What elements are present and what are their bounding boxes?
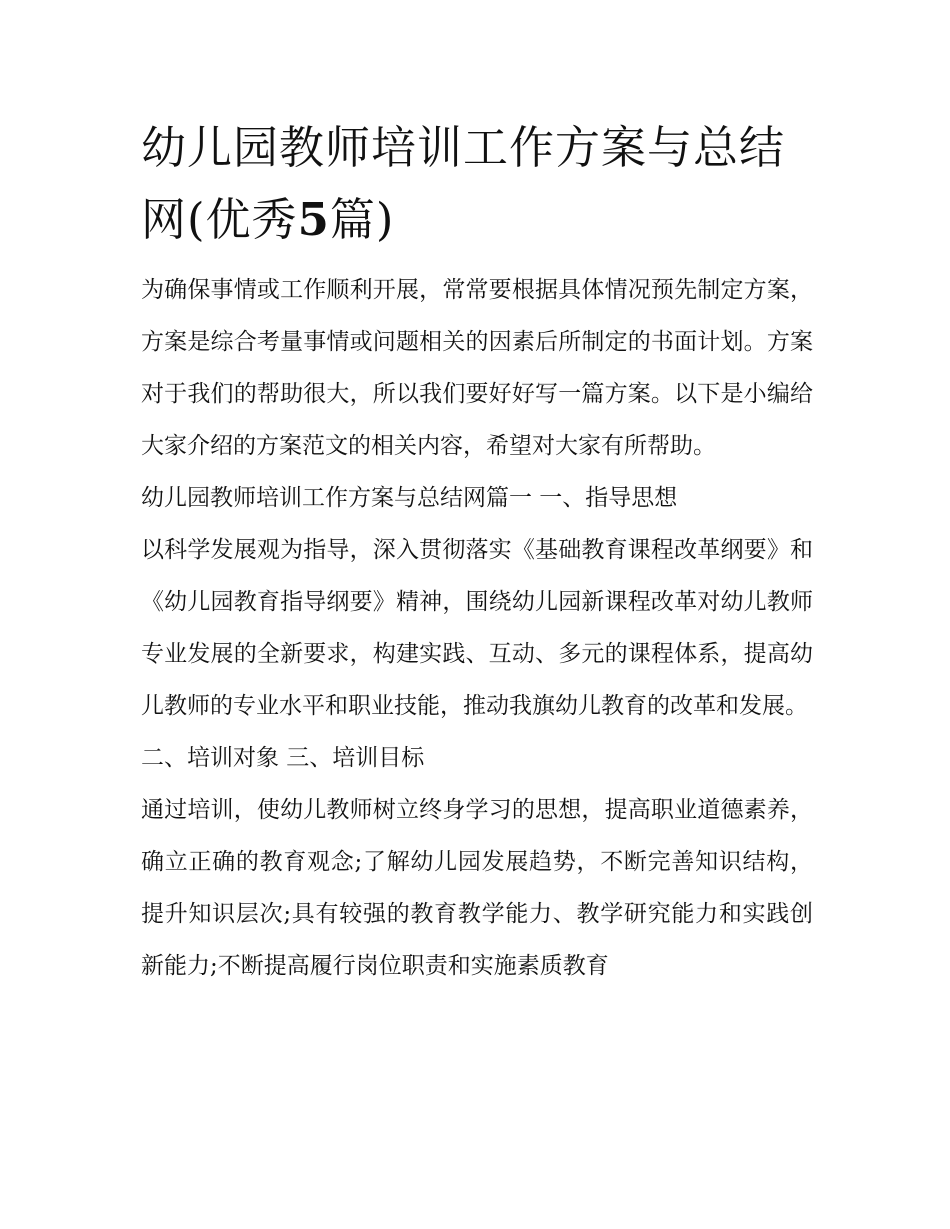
intro-paragraph: 为确保事情或工作顺利开展，常常要根据具体情况预先制定方案，方案是综合考量事情或问题相关的因素后所制定的书面计划。方案对于我们的帮助很大，所以我们要好好写一篇方案。以下是小编给大家介绍的方案范文的相关内容，希望对大家有所帮助。 — [141, 277, 813, 459]
title-text: 幼儿园教师培训工作方案与总结网(优秀 — [141, 121, 786, 246]
guiding-ideology-paragraph: 以科学发展观为指导，深入贯彻落实《基础教育课程改革纲要》和《幼儿园教育指导纲要》精神，围绕幼儿园新课程改革对幼儿教师专业发展的全新要求，构建实践、互动、多元的课程体系，提高幼儿教师的专业水平和职业技能，推动我旗幼儿教育的改革和发展。 — [141, 537, 813, 719]
document-title — [141, 112, 813, 256]
section-heading-guiding-ideology: 幼儿园教师培训工作方案与总结网篇一 一、指导思想 — [141, 485, 678, 511]
document-body — [141, 112, 813, 992]
title-number: 5 — [297, 193, 330, 246]
title-suffix: 篇) — [329, 193, 395, 246]
section-heading-targets-goals: 二、培训对象 三、培训目标 — [141, 745, 425, 771]
training-goals-paragraph: 通过培训，使幼儿教师树立终身学习的思想，提高职业道德素养，确立正确的教育观念;了解幼儿园发展趋势，不断完善知识结构，提升知识层次;具有较强的教育教学能力、教学研究能力和实践创新能力;不断提高履行岗位职责和实施素质教育 — [141, 797, 813, 979]
